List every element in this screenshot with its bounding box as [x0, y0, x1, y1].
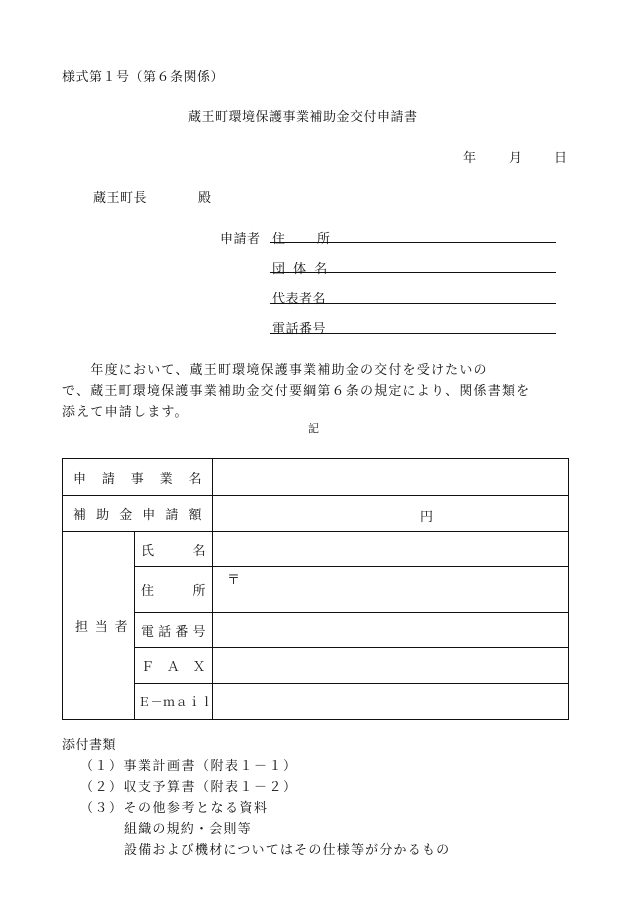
project-name-field[interactable]	[213, 459, 569, 496]
applicant-phone-field[interactable]	[270, 333, 556, 334]
body-line-1: 年度において、蔵王町環境保護事業補助金の交付を受けたいの	[62, 363, 488, 378]
applicant-org-field[interactable]	[270, 272, 556, 273]
contact-phone-label: 電 話 番 号	[135, 613, 213, 648]
attachment-sub-item: 設備および機材についてはその仕様等が分かるもの	[124, 843, 451, 858]
contact-name-label: 氏 名	[135, 532, 213, 567]
document-title: 蔵王町環境保護事業補助金交付申請書	[188, 110, 418, 125]
body-line-2: で、蔵王町環境保護事業補助金交付要綱第６条の規定により、関係書類を	[62, 384, 531, 399]
postal-mark: 〒	[227, 573, 241, 588]
contact-address-field[interactable]	[213, 567, 569, 613]
body-line-3: 添えて申請します。	[62, 405, 189, 420]
attachment-item: （３）その他参考となる資料	[80, 801, 269, 816]
applicant-phone-label: 電話番号	[272, 322, 327, 337]
attachments-heading: 添付書類	[62, 738, 117, 753]
contact-email-label: Ｅ － ｍ ａ ｉ ｌ	[135, 684, 213, 720]
attachment-sub-item: 組織の規約・会則等	[124, 822, 252, 837]
ki-label: 記	[308, 422, 320, 435]
applicant-label: 申請者	[220, 232, 261, 247]
contact-fax-field[interactable]	[213, 648, 569, 684]
amount-label: 補 助 金 申 請 額	[63, 496, 213, 532]
attachment-item: （２）収支予算書（附表１－２）	[80, 780, 298, 795]
application-table	[62, 458, 569, 720]
addressee-name: 蔵王町長	[93, 191, 148, 206]
applicant-representative-label: 代表者名	[272, 292, 327, 307]
applicant-address-field[interactable]	[270, 242, 556, 243]
date-day: 日	[554, 151, 568, 166]
project-name-label: 申 請 事 業 名	[63, 459, 213, 496]
contact-name-field[interactable]	[213, 532, 569, 567]
contact-email-field[interactable]	[213, 684, 569, 720]
contact-address-label: 住 所	[135, 567, 213, 613]
contact-fax-label: Ｆ Ａ Ｘ	[135, 648, 213, 684]
attachment-item: （１）事業計画書（附表１－１）	[80, 759, 298, 774]
applicant-org-label: 団 体 名	[272, 262, 330, 277]
date-month: 月	[509, 151, 523, 166]
amount-field[interactable]	[213, 496, 569, 532]
applicant-representative-field[interactable]	[270, 303, 556, 304]
form-number: 様式第１号（第６条関係）	[62, 70, 225, 85]
contact-phone-field[interactable]	[213, 613, 569, 648]
yen-unit: 円	[420, 510, 434, 525]
attachments-section	[62, 735, 450, 861]
addressee-honorific: 殿	[198, 191, 212, 206]
contact-label: 担 当 者	[63, 532, 135, 720]
applicant-address-label: 住 所	[272, 232, 333, 247]
date-year: 年	[463, 151, 477, 166]
